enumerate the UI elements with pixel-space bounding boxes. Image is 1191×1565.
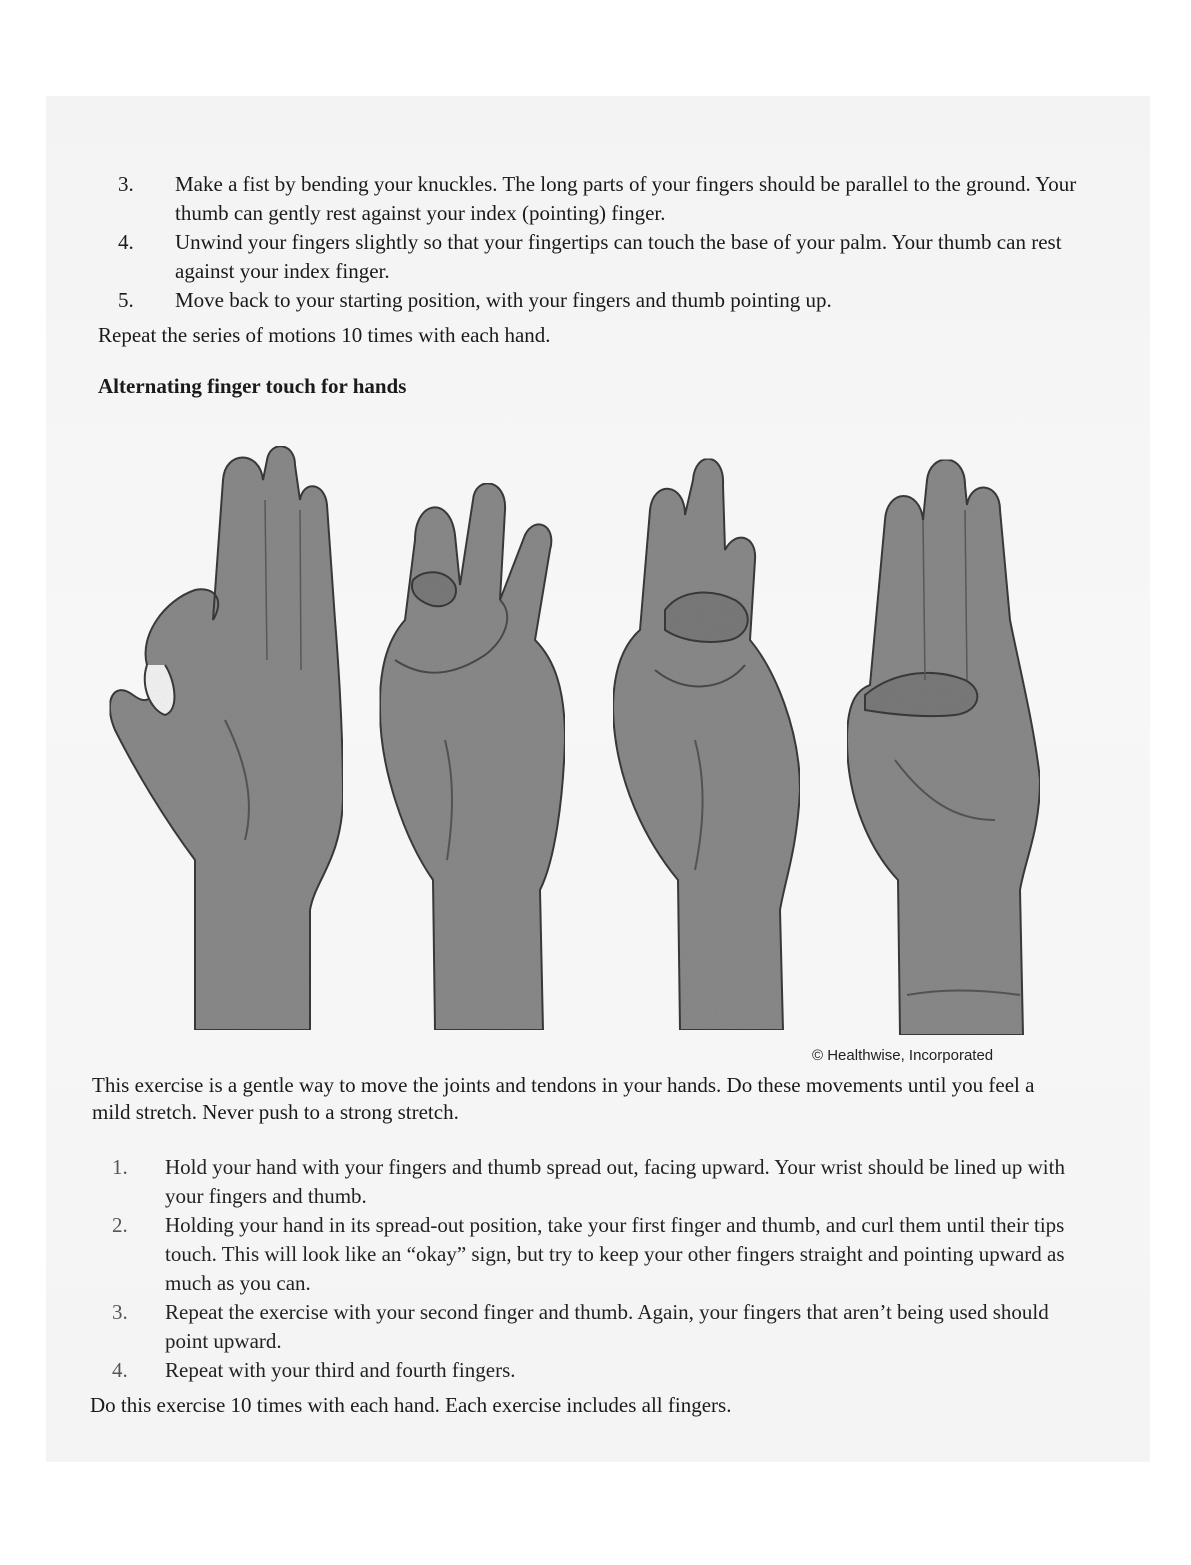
figure-credit: © Healthwise, Incorporated [812,1047,994,1064]
hand-little-finger-touch-icon [847,460,1040,1035]
bottom-steps-list [92,1153,1092,1385]
list-item [100,228,1090,286]
intro-paragraph: This exercise is a gentle way to move the joints and tendons in your hands. Do these movements until you feel a mild stretch. Never push to a strong stretch. [92,1073,1035,1124]
repeat-note-top: Repeat the series of motions 10 times with each hand. [98,323,551,347]
top-steps-list [100,170,1090,315]
step-number: 3. [118,172,134,196]
section-heading: Alternating finger touch for hands [98,374,407,398]
hand-okay-sign-icon [110,446,343,1030]
step-number: 1. [112,1155,128,1179]
hand-middle-finger-touch-icon [380,483,565,1030]
step-number: 2. [112,1213,128,1237]
step-text: Unwind your fingers slightly so that your fingertips can touch the base of your palm. Your thumb can rest against your index finger. [175,230,1062,283]
step-number: 5. [118,288,134,312]
step-text: Make a fist by bending your knuckles. The long parts of your fingers should be parallel to the ground. Your thumb can gently rest against your index (pointing) finger. [175,172,1077,225]
list-item [100,170,1090,228]
list-item [92,1356,1092,1385]
list-item [92,1298,1092,1356]
step-text: Repeat with your third and fourth fingers. [165,1358,516,1382]
step-text: Holding your hand in its spread-out position, take your first finger and thumb, and curl them until their tips touch. This will look like an “okay” sign, but try to keep your other fingers straight and pointing upward as much as you can. [165,1213,1065,1295]
step-text: Repeat the exercise with your second finger and thumb. Again, your fingers that aren’t being used should point upward. [165,1300,1049,1353]
hand-exercise-illustration [95,440,1055,1045]
step-number: 4. [118,230,134,254]
step-number: 4. [112,1358,128,1382]
step-text: Hold your hand with your fingers and thumb spread out, facing upward. Your wrist should be lined up with your fingers and thumb. [165,1155,1065,1208]
step-text: Move back to your starting position, with your fingers and thumb pointing up. [175,288,832,312]
list-item [92,1211,1092,1298]
repeat-note-bottom: Do this exercise 10 times with each hand. Each exercise includes all fingers. [90,1393,732,1417]
step-number: 3. [112,1300,128,1324]
list-item [92,1153,1092,1211]
list-item [100,286,1090,315]
hand-ring-finger-touch-icon [613,459,800,1030]
